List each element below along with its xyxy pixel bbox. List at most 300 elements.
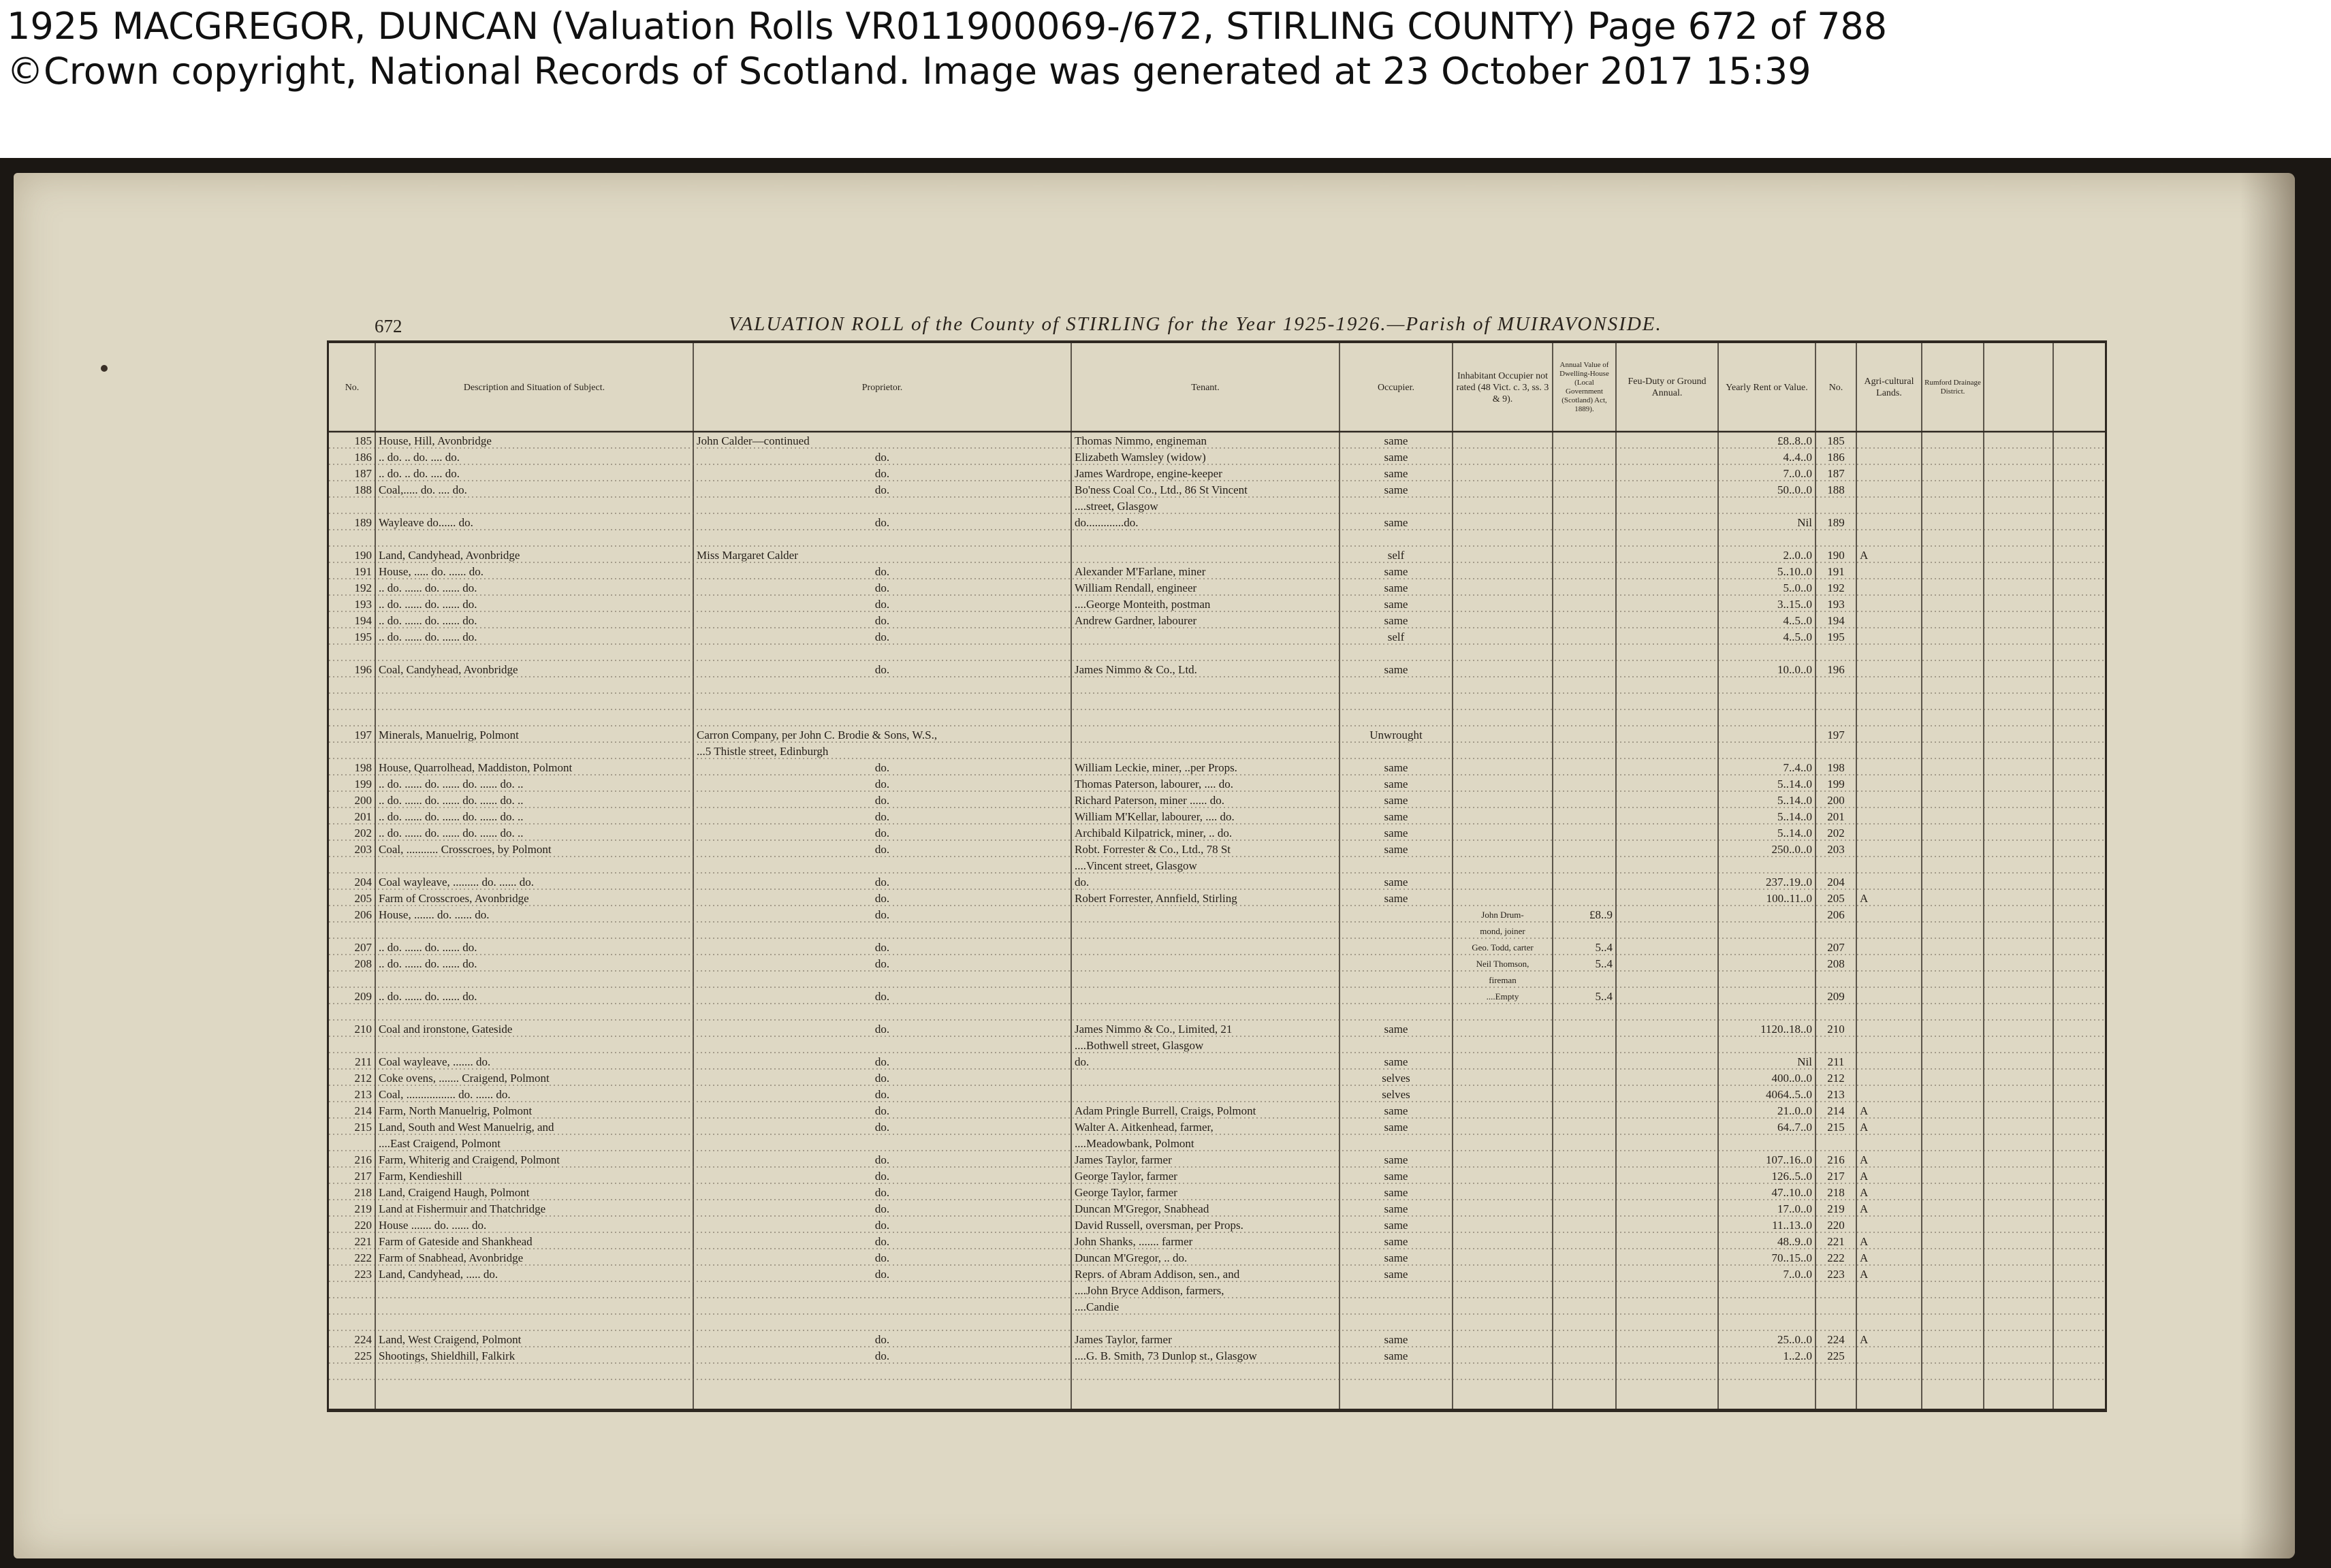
cell-prop: do. (874, 1235, 890, 1248)
cell-desc: Farm of Snabhead, Avonbridge (379, 1251, 524, 1264)
cell-no2: 204 (1827, 876, 1845, 889)
table-row (329, 1201, 2105, 1217)
document-header (0, 0, 2331, 158)
table-row (329, 907, 2105, 923)
table-row (329, 923, 2105, 940)
cell-no2: 195 (1827, 630, 1845, 643)
cell-prop: do. (874, 827, 890, 839)
cell-occ: same (1384, 1349, 1408, 1362)
cell-no: 224 (354, 1333, 372, 1346)
cell-rent: 7..4..0 (1783, 761, 1812, 774)
table-row (329, 940, 2105, 956)
table-row (329, 498, 2105, 515)
cell-desc: Farm of Gateside and Shankhead (379, 1235, 533, 1248)
column-header-feu: Feu-Duty or Ground Annual. (1628, 377, 1707, 398)
cell-prop: do. (874, 598, 890, 611)
cell-no: 213 (354, 1088, 372, 1101)
cell-no: 210 (354, 1023, 372, 1036)
page-number: 672 (375, 316, 402, 336)
cell-desc: House, ....... do. ...... do. (379, 908, 490, 921)
cell-tenant: David Russell, oversman, per Props. (1075, 1219, 1243, 1232)
cell-no: 214 (354, 1104, 372, 1117)
cell-prop: do. (874, 794, 890, 807)
cell-agri: A (1860, 1333, 1869, 1346)
cell-rent: Nil (1797, 1055, 1812, 1068)
cell-desc: Coal and ironstone, Gateside (379, 1023, 513, 1036)
table-row (329, 760, 2105, 776)
cell-rent: Nil (1797, 516, 1812, 529)
cell-rent: 50..0..0 (1777, 483, 1812, 496)
cell-agri: A (1860, 1235, 1869, 1248)
cell-agri: A (1860, 1153, 1869, 1166)
cell-tenant: do. (1075, 876, 1090, 889)
cell-tenant: Reprs. of Abram Addison, sen., and (1075, 1268, 1240, 1281)
cell-tenant: Robt. Forrester & Co., Ltd., 78 St (1075, 843, 1231, 856)
cell-inhab: ....Empty (1486, 991, 1519, 1002)
table-row (329, 1152, 2105, 1168)
column-header-x2 (2053, 343, 2105, 432)
cell-agri: A (1860, 1170, 1869, 1183)
cell-no2: 223 (1827, 1268, 1845, 1281)
table-row (329, 842, 2105, 858)
cell-agri: A (1860, 1251, 1869, 1264)
cell-occ: same (1384, 1055, 1408, 1068)
cell-desc: Land, Candyhead, ..... do. (379, 1268, 498, 1281)
table-row (329, 662, 2105, 678)
cell-no: 212 (354, 1072, 372, 1085)
cell-desc: .. do. ...... do. ...... do. ...... do. .. (379, 810, 524, 823)
column-header-annual: Annual Value of Dwelling-House (Local Government (Scotland) Act, 1889). (1559, 361, 1609, 413)
cell-occ: same (1384, 663, 1408, 676)
column-header-occ: Occupier. (1377, 382, 1415, 393)
cell-no: 211 (355, 1055, 372, 1068)
cell-no2: 219 (1827, 1202, 1845, 1215)
cell-rent: 48..9..0 (1777, 1235, 1812, 1248)
cell-no2: 217 (1827, 1170, 1845, 1183)
cell-no: 200 (354, 794, 372, 807)
cell-tenant: ....George Monteith, postman (1075, 598, 1211, 611)
cell-tenant: Bo'ness Coal Co., Ltd., 86 St Vincent (1075, 483, 1248, 496)
cell-occ: same (1384, 1251, 1408, 1264)
cell-desc: House ....... do. ...... do. (379, 1219, 487, 1232)
table-row (329, 1250, 2105, 1266)
cell-prop: do. (874, 761, 890, 774)
cell-desc: House, ..... do. ...... do. (379, 565, 483, 578)
cell-no: 205 (354, 892, 372, 905)
cell-tenant: Archibald Kilpatrick, miner, .. do. (1075, 827, 1233, 839)
table-row (329, 1266, 2105, 1283)
cell-no: 191 (354, 565, 372, 578)
cell-desc: .. do. ...... do. ...... do. (379, 630, 477, 643)
cell-prop: do. (874, 630, 890, 643)
cell-desc: Coal, Candyhead, Avonbridge (379, 663, 518, 676)
cell-no2: 210 (1827, 1023, 1845, 1036)
cell-no: 186 (354, 451, 372, 464)
cell-no: 201 (354, 810, 372, 823)
cell-desc: House, Hill, Avonbridge (379, 434, 492, 447)
cell-occ: same (1384, 614, 1408, 627)
cell-no: 218 (354, 1186, 372, 1199)
cell-occ: same (1384, 1023, 1408, 1036)
cell-rent: 1120..18..0 (1760, 1023, 1812, 1036)
cell-no: 188 (354, 483, 372, 496)
cell-occ: same (1384, 876, 1408, 889)
cell-tenant: ....Vincent street, Glasgow (1075, 859, 1197, 872)
cell-desc: .. do. ...... do. ...... do. ...... do. .. (379, 778, 524, 790)
cell-desc: Coke ovens, ....... Craigend, Polmont (379, 1072, 550, 1085)
cell-prop: do. (874, 614, 890, 627)
cell-desc: ....East Craigend, Polmont (379, 1137, 501, 1150)
cell-occ: same (1384, 516, 1408, 529)
cell-occ: same (1384, 1121, 1408, 1134)
cell-rent: 4..5..0 (1783, 630, 1812, 643)
cell-occ: same (1384, 581, 1408, 594)
cell-annual: £8..9 (1589, 908, 1613, 921)
cell-no: 194 (354, 614, 372, 627)
column-header-no2: No. (1828, 382, 1843, 393)
cell-no2: 209 (1827, 990, 1845, 1003)
cell-no2: 218 (1827, 1186, 1845, 1199)
cell-inhab: mond, joiner (1480, 926, 1525, 936)
table-row (329, 858, 2105, 874)
table-row (329, 629, 2105, 645)
cell-no2: 200 (1827, 794, 1845, 807)
column-header-x1 (1984, 343, 2053, 432)
cell-prop: do. (874, 483, 890, 496)
cell-desc: .. do. ...... do. ...... do. (379, 614, 477, 627)
table-row (329, 564, 2105, 580)
cell-rent: 4064..5..0 (1766, 1088, 1812, 1101)
cell-occ: same (1384, 1235, 1408, 1248)
cell-no: 222 (354, 1251, 372, 1264)
cell-no: 223 (354, 1268, 372, 1281)
cell-no: 216 (354, 1153, 372, 1166)
cell-agri: A (1860, 1121, 1869, 1134)
cell-prop: do. (874, 1202, 890, 1215)
table-row (329, 1283, 2105, 1299)
cell-prop: do. (874, 1186, 890, 1199)
cell-rent: 4..4..0 (1783, 451, 1812, 464)
cell-prop: do. (874, 467, 890, 480)
cell-no: 204 (354, 876, 372, 889)
table-row (329, 776, 2105, 793)
cell-desc: Farm of Crosscroes, Avonbridge (379, 892, 529, 905)
cell-occ: same (1384, 467, 1408, 480)
table-row (329, 743, 2105, 760)
table-row (329, 1234, 2105, 1250)
cell-no: 197 (354, 729, 372, 741)
page-title: VALUATION ROLL of the County of STIRLING for the Year 1925-1926.—Parish of MUIRAVONSIDE. (729, 313, 1662, 335)
cell-agri: A (1860, 1202, 1869, 1215)
cell-no: 196 (354, 663, 372, 676)
cell-prop: do. (874, 1104, 890, 1117)
cell-no2: 203 (1827, 843, 1845, 856)
cell-no: 198 (354, 761, 372, 774)
cell-rent: 1..2..0 (1783, 1349, 1812, 1362)
table-row (329, 727, 2105, 743)
cell-no2: 211 (1827, 1055, 1845, 1068)
cell-rent: 5..14..0 (1777, 778, 1812, 790)
cell-rent: 4..5..0 (1783, 614, 1812, 627)
cell-desc: .. do. .. do. .... do. (379, 467, 460, 480)
cell-tenant: ....Meadowbank, Polmont (1075, 1137, 1194, 1150)
cell-no2: 199 (1827, 778, 1845, 790)
column-header-prop: Proprietor. (861, 382, 903, 393)
cell-rent: 47..10..0 (1771, 1186, 1812, 1199)
cell-desc: Coal, ........... Crosscroes, by Polmont (379, 843, 552, 856)
cell-no2: 192 (1827, 581, 1845, 594)
table-row (329, 793, 2105, 809)
cell-prop: do. (874, 1170, 890, 1183)
table-row (329, 809, 2105, 825)
cell-no: 207 (354, 941, 372, 954)
cell-desc: .. do. .. do. .... do. (379, 451, 460, 464)
cell-no: 217 (354, 1170, 372, 1183)
cell-no: 202 (354, 827, 372, 839)
cell-no: 190 (354, 549, 372, 562)
cell-no: 187 (354, 467, 372, 480)
cell-prop: do. (874, 990, 890, 1003)
cell-rent: 2..0..0 (1783, 549, 1812, 562)
cell-no2: 193 (1827, 598, 1845, 611)
cell-occ: self (1387, 549, 1405, 562)
cell-agri: A (1860, 1104, 1869, 1117)
cell-prop: do. (874, 1121, 890, 1134)
cell-tenant: Richard Paterson, miner ...... do. (1075, 794, 1225, 807)
cell-prop: do. (874, 1251, 890, 1264)
cell-no2: 222 (1827, 1251, 1845, 1264)
cell-rent: 10..0..0 (1777, 663, 1812, 676)
cell-rent: 5..10..0 (1777, 565, 1812, 578)
cell-desc: .. do. ...... do. ...... do. (379, 581, 477, 594)
cell-occ: same (1384, 761, 1408, 774)
table-row (329, 531, 2105, 547)
cell-no2: 185 (1827, 434, 1845, 447)
cell-no2: 208 (1827, 957, 1845, 970)
cell-tenant: do.............do. (1075, 516, 1139, 529)
cell-occ: same (1384, 451, 1408, 464)
cell-rent: £8..8..0 (1777, 434, 1812, 447)
cell-prop: do. (874, 516, 890, 529)
cell-prop: do. (874, 451, 890, 464)
cell-prop: do. (874, 1153, 890, 1166)
cell-no: 192 (354, 581, 372, 594)
cell-no2: 220 (1827, 1219, 1845, 1232)
table-row (329, 433, 2105, 449)
cell-desc: .. do. ...... do. ...... do. ...... do. .. (379, 794, 524, 807)
cell-no2: 214 (1827, 1104, 1845, 1117)
cell-tenant: Adam Pringle Burrell, Craigs, Polmont (1075, 1104, 1256, 1117)
cell-rent: 107..16..0 (1766, 1153, 1812, 1166)
cell-prop: do. (874, 1088, 890, 1101)
cell-prop: do. (874, 1268, 890, 1281)
table-row (329, 972, 2105, 989)
cell-desc: .. do. ...... do. ...... do. (379, 957, 477, 970)
cell-occ: same (1384, 1219, 1408, 1232)
table-row (329, 1315, 2105, 1332)
cell-no: 206 (354, 908, 372, 921)
cell-desc: Wayleave do...... do. (379, 516, 473, 529)
cell-tenant: ....Bothwell street, Glasgow (1075, 1039, 1204, 1052)
cell-no2: 191 (1827, 565, 1845, 578)
cell-no: 203 (354, 843, 372, 856)
table-row (329, 874, 2105, 891)
cell-rent: 7..0..0 (1783, 467, 1812, 480)
cell-tenant: George Taylor, farmer (1075, 1186, 1177, 1199)
scanned-image (0, 158, 2331, 1568)
cell-prop: do. (874, 892, 890, 905)
table-row (329, 1168, 2105, 1185)
cell-no2: 202 (1827, 827, 1845, 839)
column-header-tenant: Tenant. (1191, 382, 1220, 393)
cell-prop: do. (874, 1349, 890, 1362)
cell-occ: same (1384, 843, 1408, 856)
cell-rent: 5..14..0 (1777, 810, 1812, 823)
cell-no: 220 (354, 1219, 372, 1232)
cell-no2: 194 (1827, 614, 1845, 627)
cell-no: 189 (354, 516, 372, 529)
column-header-rumford: Rumford Drainage District. (1924, 379, 1981, 396)
table-row (329, 1021, 2105, 1038)
cell-occ: same (1384, 810, 1408, 823)
cell-inhab: John Drum- (1481, 910, 1524, 920)
cell-tenant: Walter A. Aitkenhead, farmer, (1075, 1121, 1214, 1134)
table-row (329, 1087, 2105, 1103)
cell-prop: do. (874, 778, 890, 790)
valuation-table (327, 340, 2107, 1412)
cell-no2: 225 (1827, 1349, 1845, 1362)
cell-agri: A (1860, 1186, 1869, 1199)
column-header-desc: Description and Situation of Subject. (463, 382, 605, 393)
cell-prop: do. (874, 663, 890, 676)
cell-occ: same (1384, 1186, 1408, 1199)
cell-rent: 5..14..0 (1777, 827, 1812, 839)
cell-rent: 237..19..0 (1766, 876, 1812, 889)
cell-annual: 5..4 (1595, 941, 1613, 954)
cell-prop: do. (874, 941, 890, 954)
cell-tenant: Duncan M'Gregor, Snabhead (1075, 1202, 1209, 1215)
cell-rent: 21..0..0 (1777, 1104, 1812, 1117)
cell-desc: .. do. ...... do. ...... do. ...... do. .. (379, 827, 524, 839)
cell-prop: do. (874, 565, 890, 578)
cell-no2: 197 (1827, 729, 1845, 741)
table-row (329, 1103, 2105, 1119)
cell-no2: 187 (1827, 467, 1845, 480)
ink-spot (101, 365, 108, 372)
cell-prop: do. (874, 957, 890, 970)
cell-prop: John Calder—continued (697, 434, 810, 447)
cell-no2: 215 (1827, 1121, 1845, 1134)
cell-desc: Shootings, Shieldhill, Falkirk (379, 1349, 516, 1362)
cell-no2: 188 (1827, 483, 1845, 496)
cell-no2: 221 (1827, 1235, 1845, 1248)
table-row (329, 1185, 2105, 1201)
cell-tenant: Andrew Gardner, labourer (1075, 614, 1197, 627)
cell-prop: do. (874, 1333, 890, 1346)
cell-no2: 201 (1827, 810, 1845, 823)
cell-annual: 5..4 (1595, 957, 1613, 970)
table-row (329, 515, 2105, 531)
cell-occ: selves (1382, 1088, 1410, 1101)
cell-tenant: ....John Bryce Addison, farmers, (1075, 1284, 1224, 1297)
cell-rent: 400..0..0 (1771, 1072, 1812, 1085)
cell-occ: self (1387, 630, 1405, 643)
cell-agri: A (1860, 892, 1869, 905)
cell-rent: 126..5..0 (1771, 1170, 1812, 1183)
cell-no2: 212 (1827, 1072, 1845, 1085)
cell-tenant: George Taylor, farmer (1075, 1170, 1177, 1183)
table-row (329, 678, 2105, 694)
cell-prop: do. (874, 908, 890, 921)
cell-inhab: Geo. Todd, carter (1472, 942, 1534, 953)
cell-tenant: James Taylor, farmer (1075, 1153, 1172, 1166)
cell-no2: 224 (1827, 1333, 1845, 1346)
cell-occ: same (1384, 483, 1408, 496)
cell-tenant: William Rendall, engineer (1075, 581, 1197, 594)
cell-no2: 198 (1827, 761, 1845, 774)
cell-occ: selves (1382, 1072, 1410, 1085)
table-row (329, 1332, 2105, 1348)
cell-occ: same (1384, 1104, 1408, 1117)
header-title: 1925 MACGREGOR, DUNCAN (Valuation Rolls VR011900069-/672, STIRLING COUNTY) Page 672 of 788 (7, 5, 1888, 48)
table-row (329, 1136, 2105, 1152)
table-row (329, 1070, 2105, 1087)
cell-annual: 5..4 (1595, 990, 1613, 1003)
cell-desc: Farm, Whiterig and Craigend, Polmont (379, 1153, 560, 1166)
table-row (329, 989, 2105, 1005)
cell-agri: A (1860, 1268, 1869, 1281)
table-row (329, 596, 2105, 613)
cell-no: 225 (354, 1349, 372, 1362)
cell-desc: .. do. ...... do. ...... do. (379, 990, 477, 1003)
cell-occ: same (1384, 1153, 1408, 1166)
cell-occ: same (1384, 1202, 1408, 1215)
table-row (329, 1348, 2105, 1364)
cell-desc: Land, South and West Manuelrig, and (379, 1121, 554, 1134)
cell-prop: Miss Margaret Calder (697, 549, 798, 562)
cell-no: 215 (354, 1121, 372, 1134)
cell-no: 208 (354, 957, 372, 970)
table-row (329, 1054, 2105, 1070)
cell-desc: Farm, North Manuelrig, Polmont (379, 1104, 533, 1117)
cell-desc: Land, West Craigend, Polmont (379, 1333, 522, 1346)
table-row (329, 956, 2105, 972)
book-gutter (2240, 173, 2295, 1558)
cell-prop: do. (874, 581, 890, 594)
cell-occ: same (1384, 434, 1408, 447)
cell-tenant: ....Candie (1075, 1300, 1120, 1313)
cell-no2: 213 (1827, 1088, 1845, 1101)
cell-no: 185 (354, 434, 372, 447)
cell-no2: 190 (1827, 549, 1845, 562)
cell-desc: Land, Craigend Haugh, Polmont (379, 1186, 530, 1199)
cell-prop: ...5 Thistle street, Edinburgh (697, 745, 829, 758)
header-copyright: ©Crown copyright, National Records of Scotland. Image was generated at 23 October 2017 15:39 (7, 50, 1811, 93)
table-row (329, 449, 2105, 466)
cell-occ: same (1384, 794, 1408, 807)
cell-occ: same (1384, 827, 1408, 839)
cell-desc: .. do. ...... do. ...... do. (379, 598, 477, 611)
cell-tenant: Thomas Paterson, labourer, .... do. (1075, 778, 1234, 790)
table-row (329, 580, 2105, 596)
cell-tenant: James Wardrope, engine-keeper (1075, 467, 1222, 480)
cell-desc: Coal wayleave, ......... do. ...... do. (379, 876, 535, 889)
cell-inhab: fireman (1489, 975, 1517, 985)
cell-no2: 216 (1827, 1153, 1845, 1166)
ledger-page (14, 173, 2295, 1558)
cell-tenant: Robert Forrester, Annfield, Stirling (1075, 892, 1237, 905)
cell-tenant: James Taylor, farmer (1075, 1333, 1172, 1346)
